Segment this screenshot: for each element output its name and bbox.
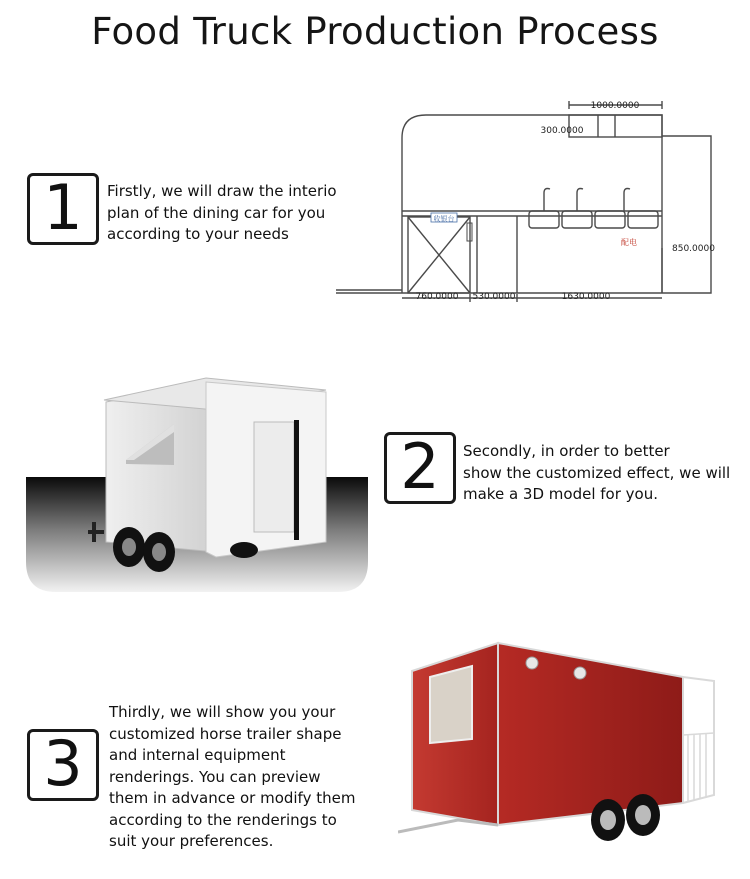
step-2-number: 2	[400, 430, 440, 503]
step-1-number: 1	[43, 171, 83, 244]
trailer-3d-model-image	[26, 352, 368, 592]
step-1-text: Firstly, we will draw the interio plan of the dining car for you according to your needs	[107, 182, 337, 243]
floor-plan-drawing	[336, 93, 716, 308]
step-1-badge	[27, 173, 99, 245]
step-3-text: Thirdly, we will show you your customized horse trailer shape and internal equipment renderings. You can preview them in advance or modify them according to the renderings to suit your preferences.	[109, 703, 356, 850]
step-3-number: 3	[43, 727, 83, 800]
step-2-text: Secondly, in order to better show the customized effect, we will make a 3D model for you.	[463, 442, 731, 503]
dim-top-label: 1000.0000	[590, 101, 640, 111]
dim-cab-label: 300.0000	[540, 126, 584, 136]
step-2-badge	[384, 432, 456, 504]
power-label: 配电	[621, 238, 637, 247]
step-3-badge	[27, 729, 99, 801]
dim-height-label: 850.0000	[672, 244, 715, 254]
dim-c-label: 1630.0000	[561, 292, 611, 302]
page-title: Food Truck Production Process	[91, 10, 659, 53]
cash-counter-label: 收银台	[433, 215, 455, 223]
red-trailer-photo	[398, 635, 720, 855]
dim-a-label: 760.0000	[415, 292, 459, 302]
dim-b-label: 530.0000	[472, 292, 516, 302]
